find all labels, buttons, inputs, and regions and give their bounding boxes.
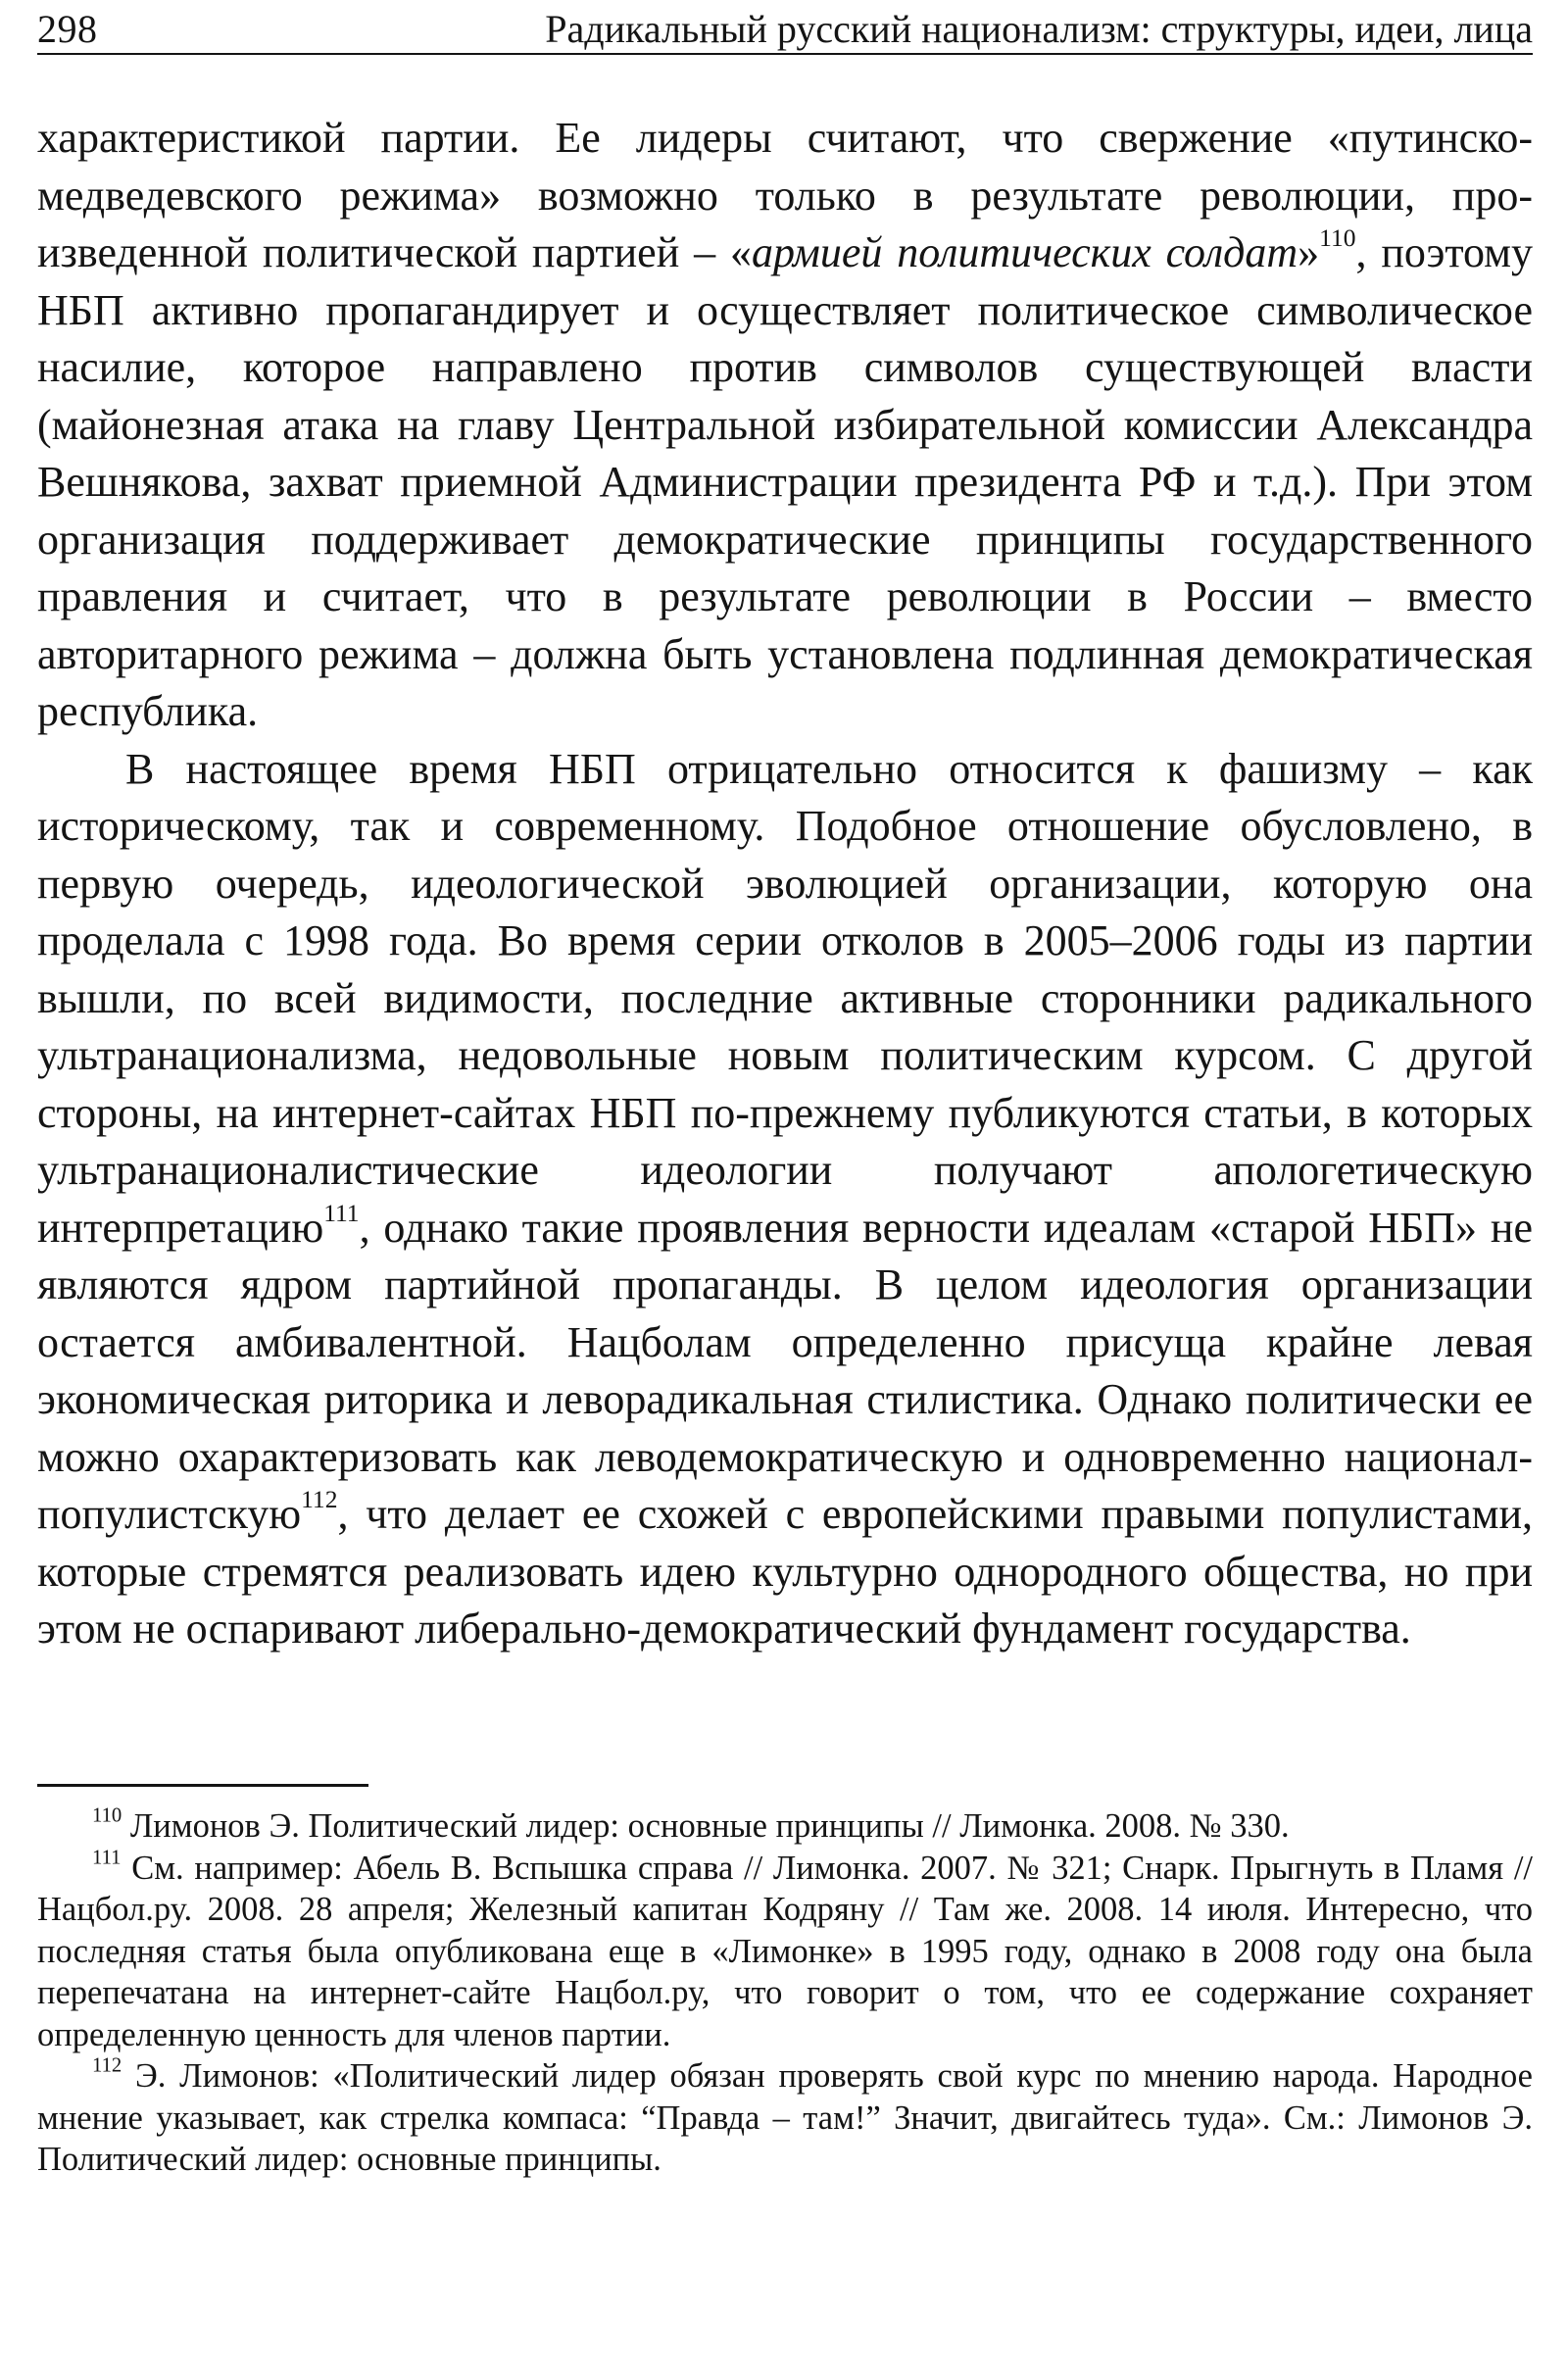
paragraph-1: [37, 110, 1533, 741]
footnote-text: Э. Лимонов: «Политический лидер обязан проверять свой курс по мнению народа. Народное мнение указывает, как стрелка компаса: “Правда – там!” Значит, двигайтесь туда». См.: Лимонов Э. Политический лидер: основные принципы.: [37, 2057, 1533, 2178]
page-number: 298: [37, 7, 98, 51]
footnotes: [37, 1805, 1533, 2181]
footnote-number: 110: [92, 1804, 122, 1827]
book-page: [37, 0, 1533, 2178]
paragraph-2: [37, 741, 1533, 1658]
footnote-text: См. например: Абель В. Вспышка справа // Лимонка. 2007. № 321; Снарк. Прыгнуть в Пламя // Нацбол.ру. 2008. 28 апреля; Железный капитан Кодряну // Там же. 2008. 14 июля. Интересно, что последняя статья была опубликована еще в «Лимонке» в 1995 году, однако в 2008 году она была перепечатана на интернет-сайте Нацбол.ру, что говорит о том, что ее содержание сохраняет определенную ценность для членов партии.: [37, 1849, 1533, 2053]
body-text: [37, 110, 1533, 1658]
paragraph-2-text-a: В настоящее время НБП отрицательно относится к фашизму – как историческому, так и современному. Подобное отношение обусловлено, в первую очередь, идеологической эволюцией организации, которую она проделала с 1998 года. Во время серии отколов в 2005–2006 годы из партии вышли, по всей видимости, последние активные сторонники радикального ультранационализма, недовольные новым политическим курсом. С другой стороны, на интернет-сайтах НБП по-прежнему публикуются статьи, в которых ультранационалистические идеологии получают апологетическую интерпретацию: [37, 744, 1533, 1252]
paragraph-1-text-a: характеристикой партии. Ее лидеры считают, что свержение «путинско-медведевского режима» возможно только в результате революции, произведенной политической партией – «: [37, 114, 1533, 276]
footnote-112: [37, 2055, 1533, 2181]
paragraph-1-text-c: , поэтому НБП активно пропагандирует и осуществляет политическое символическое насилие, которое направлено против символов существующей власти (майонезная атака на главу Центральной избирательной комиссии Александра Вешнякова, захват приемной Администрации президента РФ и т.д.). При этом организация поддерживает демократические принципы государственного правления и считает, что в результате революции в России – вместо авторитарного режима – должна быть установлена подлинная демократическая республика.: [37, 228, 1533, 735]
running-header: [37, 0, 1533, 55]
italic-quote: армией политических солдат: [752, 228, 1298, 276]
footnote-ref-111[interactable]: 111: [323, 1198, 360, 1227]
footnote-number: 111: [92, 1846, 122, 1868]
footnote-number: 112: [92, 2054, 122, 2077]
footnote-ref-110[interactable]: 110: [1319, 223, 1356, 253]
footnote-separator: [37, 1784, 368, 1787]
running-title: Радикальный русский национализм: структуры, идеи, лица: [545, 7, 1533, 51]
paragraph-2-text-b: , однако такие проявления верности идеалам «старой НБП» не являются ядром партийной пропаганды. В целом идеология организации остается амбивалентной. Нацболам определенно присуща крайне левая экономическая риторика и леворадикальная стилистика. Однако политически ее можно охарактеризовать как леводемократическую и одновременно национал-популистскую: [37, 1203, 1533, 1538]
footnote-110: [37, 1805, 1533, 1848]
paragraph-1-text-b: »: [1298, 228, 1320, 276]
paragraph-2-text-c: , что делает ее схожей с европейскими правыми популистами, которые стремятся реализовать идею культурно однородного общества, но при этом не оспаривают либерально-демократический фундамент государства.: [37, 1490, 1533, 1653]
footnote-111: [37, 1848, 1533, 2056]
footnote-text: Лимонов Э. Политический лидер: основные принципы // Лимонка. 2008. № 330.: [122, 1807, 1290, 1845]
footnote-ref-112[interactable]: 112: [301, 1485, 338, 1514]
